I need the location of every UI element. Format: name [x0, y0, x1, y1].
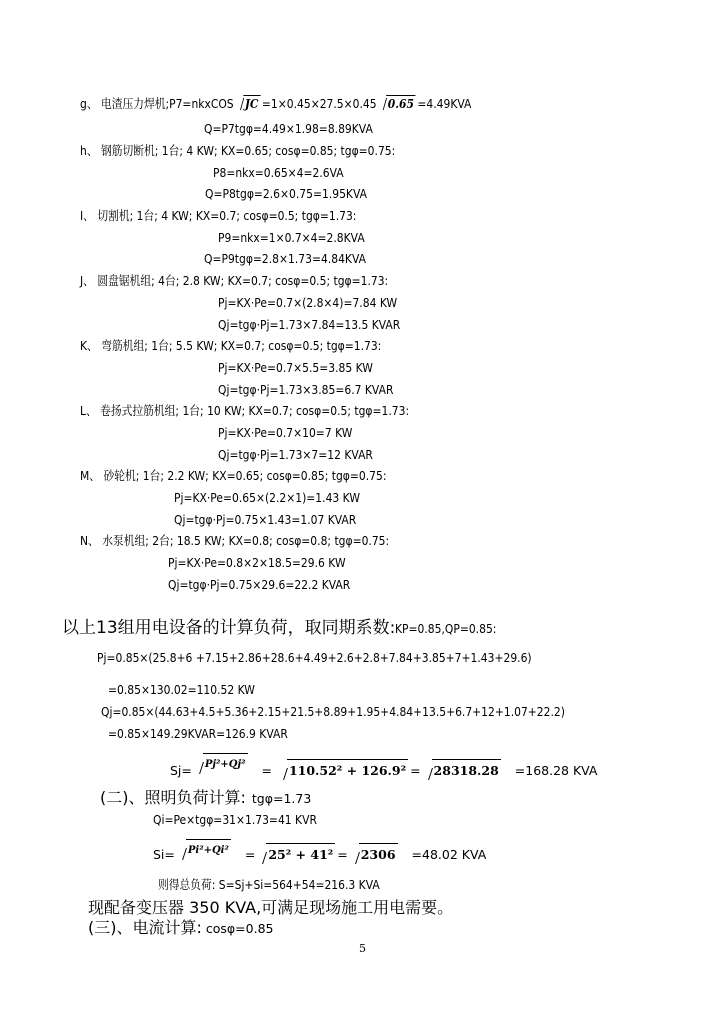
- line-h-p: P8=nkx=0.65×4=2.6VA: [213, 165, 344, 180]
- line-i-q: Q=P9tgφ=2.8×1.73=4.84KVA: [204, 251, 366, 266]
- qj-result: =0.85×149.29KVAR=126.9 KVAR: [108, 726, 288, 741]
- line-k-header: K、 弯筋机组; 1台; 5.5 KW; KX=0.7; cosφ=0.5; tgφ=1.73:: [80, 338, 382, 353]
- sqrt-28318: 28318.28: [423, 759, 501, 782]
- line-l-p: Pj=KX·Pe=0.7×10=7 KW: [218, 425, 353, 440]
- sqrt-pi-qi: Pi²+Qi²: [177, 838, 231, 862]
- line-n-p: Pj=KX·Pe=0.8×2×18.5=29.6 KW: [168, 555, 346, 570]
- line-j-p: Pj=KX·Pe=0.7×(2.8×4)=7.84 KW: [218, 295, 398, 310]
- line-n-header: N、 水泵机组; 2台; 18.5 KW; KX=0.8; cosφ=0.8; tgφ=0.75:: [80, 533, 390, 548]
- line-j-header: J、 圆盘锯机组; 4台; 2.8 KW; KX=0.7; cosφ=0.5; tgφ=1.73:: [80, 273, 389, 288]
- line-l-header: L、 卷扬式拉筋机组; 1台; 10 KW; KX=0.7; cosφ=0.5; tgφ=1.73:: [80, 403, 410, 418]
- sqrt-2306: 2306: [350, 843, 398, 866]
- line-g-formula: g、 电渣压力焊机;P7=nkxCOS JC =1×0.45×27.5×0.45 0.65 =4.49KVA: [80, 96, 472, 111]
- current-heading: (三)、电流计算: cosφ=0.85: [88, 918, 274, 937]
- line-j-q: Qj=tgφ·Pj=1.73×7.84=13.5 KVAR: [218, 317, 401, 332]
- sqrt-pj-qj: Pj²+Qj²: [194, 752, 248, 776]
- qi-line: Qi=Pe×tgφ=31×1.73=41 KVR: [153, 812, 317, 827]
- qj-sum: Qj=0.85×(44.63+4.5+5.36+2.15+21.5+8.89+1.95+4.84+13.5+6.7+12+1.07+22.2): [101, 704, 565, 719]
- transformer-note: 现配备变压器 350 KVA,可满足现场施工用电需要。: [88, 898, 454, 917]
- pj-result: =0.85×130.02=110.52 KW: [108, 682, 255, 697]
- si-formula: Si= Pi²+Qi² = 25² + 41² = 2306 =48.02 KVA: [153, 838, 486, 866]
- summary-heading: 以上13组用电设备的计算负荷，取同期系数:KP=0.85,QP=0.85:: [62, 618, 497, 638]
- line-h-q: Q=P8tgφ=2.6×0.75=1.95KVA: [205, 186, 367, 201]
- line-k-p: Pj=KX·Pe=0.7×5.5=3.85 KW: [218, 360, 373, 375]
- line-m-p: Pj=KX·Pe=0.65×(2.2×1)=1.43 KW: [174, 490, 360, 505]
- sqrt-065: 0.65: [378, 95, 415, 112]
- sj-formula: Sj= Pj²+Qj² = 110.52² + 126.9² = 28318.28 =168.28 KVA: [170, 752, 597, 782]
- pj-sum: Pj=0.85×(25.8+6 +7.15+2.86+28.6+4.49+2.6+2.8+7.84+3.85+7+1.43+29.6): [97, 650, 532, 665]
- line-l-q: Qj=tgφ·Pj=1.73×7=12 KVAR: [218, 447, 373, 462]
- sqrt-jc: JC: [235, 95, 260, 112]
- line-m-q: Qj=tgφ·Pj=0.75×1.43=1.07 KVAR: [174, 512, 357, 527]
- line-h-header: h、 钢筋切断机; 1台; 4 KW; KX=0.65; cosφ=0.85; tgφ=0.75:: [80, 143, 396, 158]
- line-k-q: Qj=tgφ·Pj=1.73×3.85=6.7 KVAR: [218, 382, 394, 397]
- line-m-header: M、 砂轮机; 1台; 2.2 KW; KX=0.65; cosφ=0.85; tgφ=0.75:: [80, 468, 387, 483]
- sqrt-sj-values: 110.52² + 126.9²: [278, 759, 408, 782]
- line-i-p: P9=nkx=1×0.7×4=2.8KVA: [218, 230, 365, 245]
- line-g-q: Q=P7tgφ=4.49×1.98=8.89KVA: [204, 121, 373, 136]
- g-label: g、 电渣压力焊机;P7=nkxCOS: [80, 96, 234, 111]
- lighting-heading: (二)、照明负荷计算: tgφ=1.73: [100, 788, 312, 807]
- line-n-q: Qj=tgφ·Pj=0.75×29.6=22.2 KVAR: [168, 577, 351, 592]
- total-load: 则得总负荷: S=Sj+Si=564+54=216.3 KVA: [158, 877, 380, 892]
- page-number: 5: [359, 942, 366, 955]
- line-i-header: I、 切割机; 1台; 4 KW; KX=0.7; cosφ=0.5; tgφ=1.73:: [80, 208, 357, 223]
- sqrt-si-values: 25² + 41²: [257, 843, 335, 866]
